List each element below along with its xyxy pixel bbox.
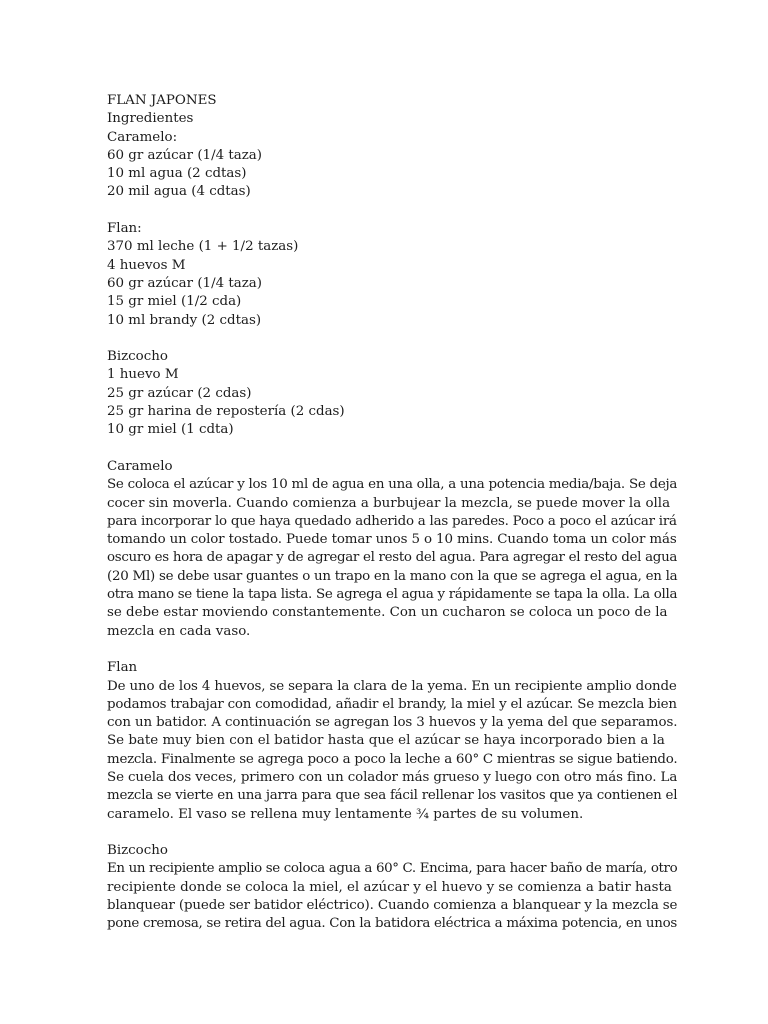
ingredient-item: 10 gr miel (1 cdta) [107,422,234,438]
paragraph-line: mezcla. Finalmente se agrega poco a poco la leche a 60° C mientras se sigue batiendo. [107,751,678,767]
blank-line [107,330,677,348]
paragraph-line: cocer sin moverla. Cuando comienza a burbujear la mezcla, se puede mover la olla [107,495,671,511]
ingredient-item: 25 gr harina de repostería (2 cdas) [107,404,345,420]
ingredient-item: 60 gr azúcar (1/4 taza) [107,147,262,163]
ingredient-item: 25 gr azúcar (2 cdas) [107,385,252,401]
paragraph-line: caramelo. El vaso se rellena muy lentamente ¾ partes de su volumen. [107,806,584,822]
paragraph-line: En un recipiente amplio se coloca agua a 60° C. Encima, para hacer baño de maría, otro [107,861,678,877]
paragraph-line: blanquear (puede ser batidor eléctrico). Cuando comienza a blanquear y la mezcla se [107,898,678,914]
ingredient-item: 370 ml leche (1 + 1/2 tazas) [107,239,299,255]
paragraph-line: se debe estar moviendo constantemente. Con un cucharon se coloca un poco de la [107,605,668,621]
paragraph-line: para incorporar lo que haya quedado adherido a las paredes. Poco a poco el azúcar irá [107,513,677,529]
paragraph-line: Se bate muy bien con el batidor hasta que el azúcar se haya incorporado bien a la [107,733,665,749]
blank-line [107,641,677,659]
paragraph-line: oscuro es hora de apagar y de agregar el resto del agua. Para agregar el resto del agua [107,550,678,566]
document-page [107,92,677,934]
paragraph-line: De uno de los 4 huevos, se separa la clara de la yema. En un recipiente amplio donde [107,678,677,694]
recipe-title: FLAN JAPONES [107,93,217,108]
paragraph-line: pone cremosa, se retira del agua. Con la batidora eléctrica a máxima potencia, en unos [107,916,677,932]
ingredient-item: 15 gr miel (1/2 cda) [107,294,242,310]
ingredient-item: 10 ml agua (2 cdtas) [107,166,247,182]
ingredient-item: 60 gr azúcar (1/4 taza) [107,275,262,291]
flan-ingredients-heading: Flan: [107,221,142,237]
flan-steps-heading: Flan [107,660,138,676]
ingredient-item: 10 ml brandy (2 cdtas) [107,312,262,328]
paragraph-line: con un batidor. A continuación se agregan los 3 huevos y la yema del que separamos. [107,715,678,731]
caramelo-steps-heading: Caramelo [107,458,173,474]
paragraph-line: Se coloca el azúcar y los 10 ml de agua en una olla, a una potencia media/baja. Se deja [107,477,678,493]
blank-line [107,824,677,842]
paragraph-line: otra mano se tiene la tapa lista. Se agrega el agua y rápidamente se tapa la olla. La olla [107,587,678,603]
paragraph-line: tomando un color tostado. Puede tomar unos 5 o 10 mins. Cuando toma un color más [107,532,677,548]
ingredients-heading: Ingredientes [107,111,194,127]
blank-line [107,440,677,458]
ingredient-item: 4 huevos M [107,257,186,273]
bizcocho-ingredients-heading: Bizcocho [107,349,168,365]
ingredient-item: 1 huevo M [107,367,179,383]
caramelo-ingredients-heading: Caramelo: [107,129,178,145]
paragraph-line: Se cuela dos veces, primero con un colador más grueso y luego con otro más fino. La [107,769,678,785]
paragraph-line: (20 Ml) se debe usar guantes o un trapo en la mano con la que se agrega el agua, en la [107,568,678,584]
ingredient-item: 20 mil agua (4 cdtas) [107,184,251,200]
paragraph-line: recipiente donde se coloca la miel, el azúcar y el huevo y se comienza a batir hasta [107,879,672,895]
blank-line [107,202,677,220]
paragraph-line: mezcla en cada vaso. [107,623,251,639]
paragraph-line: mezcla se vierte en una jarra para que sea fácil rellenar los vasitos que ya contienen el [107,788,678,804]
paragraph-line: podamos trabajar con comodidad, añadir el brandy, la miel y el azúcar. Se mezcla bien [107,696,677,712]
bizcocho-steps-heading: Bizcocho [107,843,168,859]
